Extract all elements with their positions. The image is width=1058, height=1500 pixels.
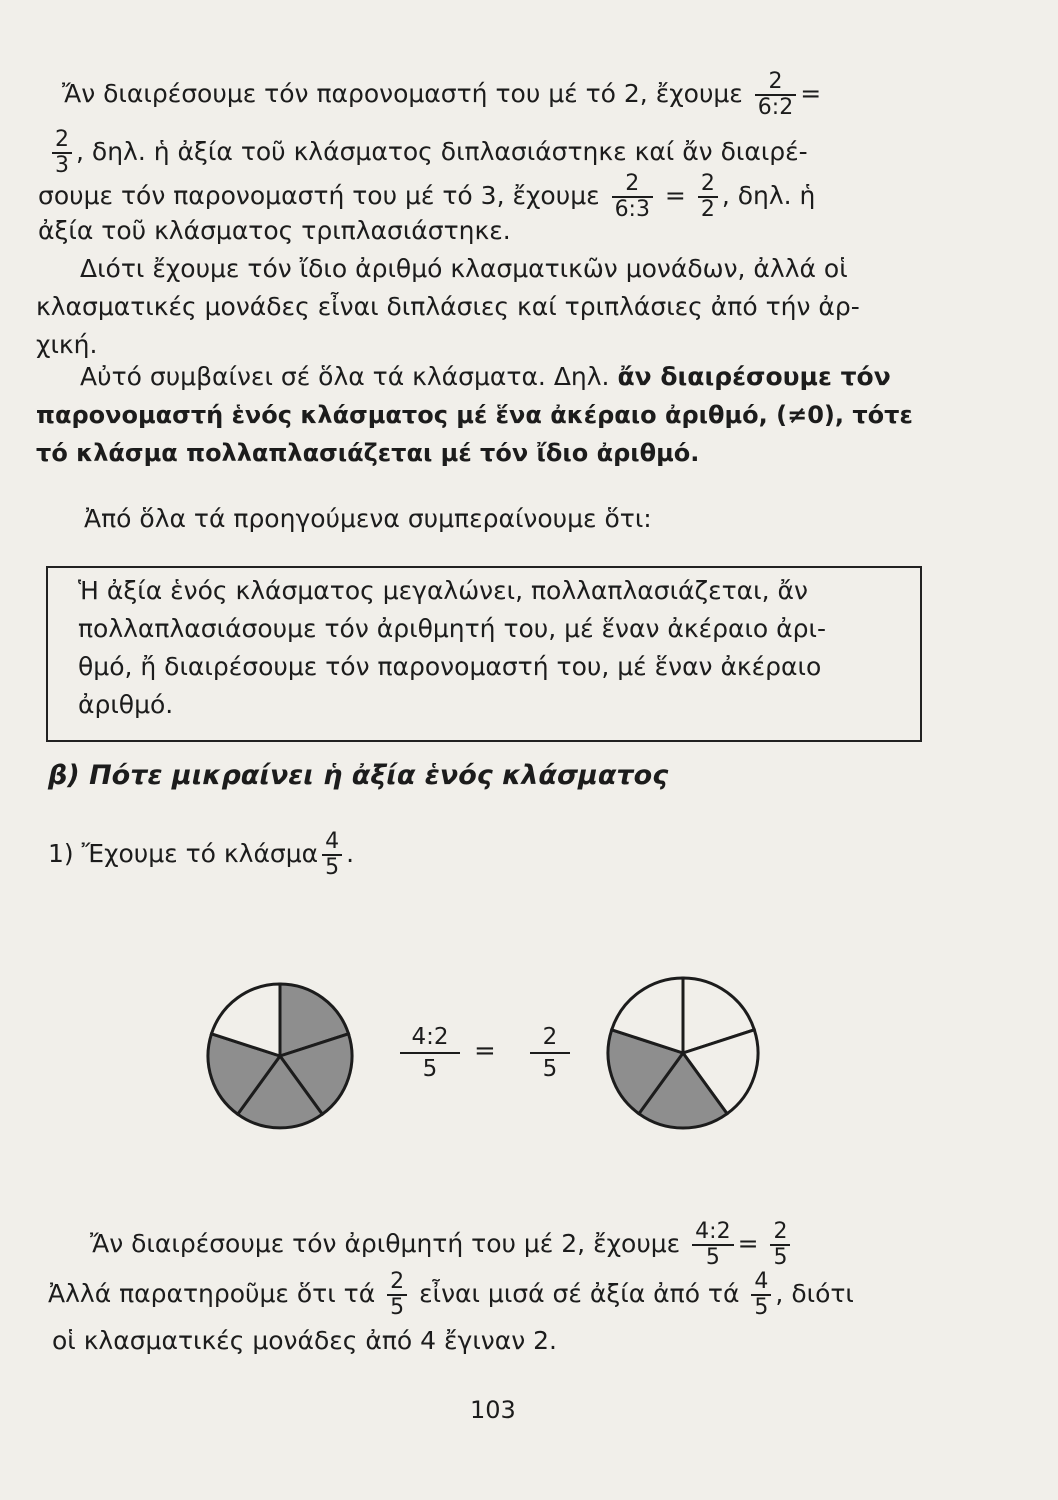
text-line: 1) Ἔχουμε τό κλάσμα $\frac{4}{5}$ . [48, 829, 355, 880]
rule-line: πολλαπλασιάσουμε τόν ἀριθμητή του, μέ ἕναν ἀκέραιο ἀρι- [78, 614, 826, 643]
text-line: Ἀπό ὅλα τά προηγούμενα συμπεραίνουμε ὅτι: [84, 504, 652, 533]
fraction: $\frac{2}{5}$ [770, 1220, 790, 1270]
text-line: Αὐτό συμβαίνει σέ ὅλα τά κλάσματα. Δηλ. ἄν διαιρέσουμε τόν [80, 362, 891, 391]
equation-left-fraction: 4:2 5 [400, 1022, 460, 1084]
text-line: Ἄν διαιρέσουμε τόν ἀριθμητή του μέ 2, ἔχουμε $\frac{4:2}{5}$ = $\frac{2}{5}$ [90, 1220, 794, 1270]
pie-chart-right [600, 970, 766, 1136]
fraction: $\frac{2}{3}$ [52, 128, 72, 178]
text-line: κλασματικές μονάδες εἶναι διπλάσιες καί τριπλάσιες ἀπό τήν ἀρ- [36, 292, 860, 321]
equals-sign: = [474, 1036, 496, 1066]
text-line: Διότι ἔχουμε τόν ἴδιο ἀριθμό κλασματικῶν μονάδων, ἀλλά οἱ [80, 254, 848, 283]
rule-line: ἀριθμό. [78, 690, 174, 719]
fraction: $\frac{2}{2}$ [698, 172, 718, 222]
text-line: χική. [36, 330, 98, 359]
text-line: σουμε τόν παρονομαστή του μέ τό 3, ἔχουμε $\frac{2}{6:3}$ = $\frac{2}{2}$ , δηλ. ἡ [38, 171, 816, 222]
fraction: $\frac{4:2}{5}$ [692, 1220, 733, 1270]
text-line: ἀξία τοῦ κλάσματος τριπλασιάστηκε. [38, 216, 511, 245]
rule-line: Ἡ ἀξία ἑνός κλάσματος μεγαλώνει, πολλαπλασιάζεται, ἄν [78, 576, 808, 605]
text-line: Ἄν διαιρέσουμε τόν παρονομαστή του μέ τό 2, ἔχουμε $\frac{2}{6:2}$ = [62, 69, 822, 120]
page-number: 103 [470, 1396, 516, 1424]
rule-box [46, 566, 922, 742]
text-line: παρονομαστή ἑνός κλάσματος μέ ἕνα ἀκέραιο ἀριθμό, (≠0), τότε [36, 401, 913, 429]
rule-line: θμό, ἤ διαιρέσουμε τόν παρονομαστή του, μέ ἕναν ἀκέραιο [78, 652, 822, 681]
text-line: $\frac{2}{3}$ , δηλ. ἡ ἀξία τοῦ κλάσματος διπλασιάστηκε καί ἄν διαιρέ- [48, 128, 808, 178]
equation-right-fraction: 2 5 [530, 1022, 570, 1084]
section-heading: β) Πότε μικραίνει ἡ ἀξία ἑνός κλάσματος [48, 760, 669, 791]
text-line: οἱ κλασματικές μονάδες ἀπό 4 ἔγιναν 2. [52, 1326, 557, 1355]
fraction: $\frac{4}{5}$ [322, 830, 342, 880]
text-line: τό κλάσμα πολλαπλασιάζεται μέ τόν ἴδιο ἀριθμό. [36, 439, 700, 467]
fraction: $\frac{2}{5}$ [387, 1270, 407, 1320]
pie-chart-left [200, 976, 360, 1136]
fraction: $\frac{2}{6:2}$ [755, 70, 796, 120]
text-line: Ἀλλά παρατηροῦμε ὅτι τά $\frac{2}{5}$ εἶναι μισά σέ ἀξία ἀπό τά $\frac{4}{5}$ , διότι [48, 1269, 854, 1320]
fraction: $\frac{2}{6:3}$ [612, 172, 653, 222]
fraction: $\frac{4}{5}$ [751, 1270, 771, 1320]
